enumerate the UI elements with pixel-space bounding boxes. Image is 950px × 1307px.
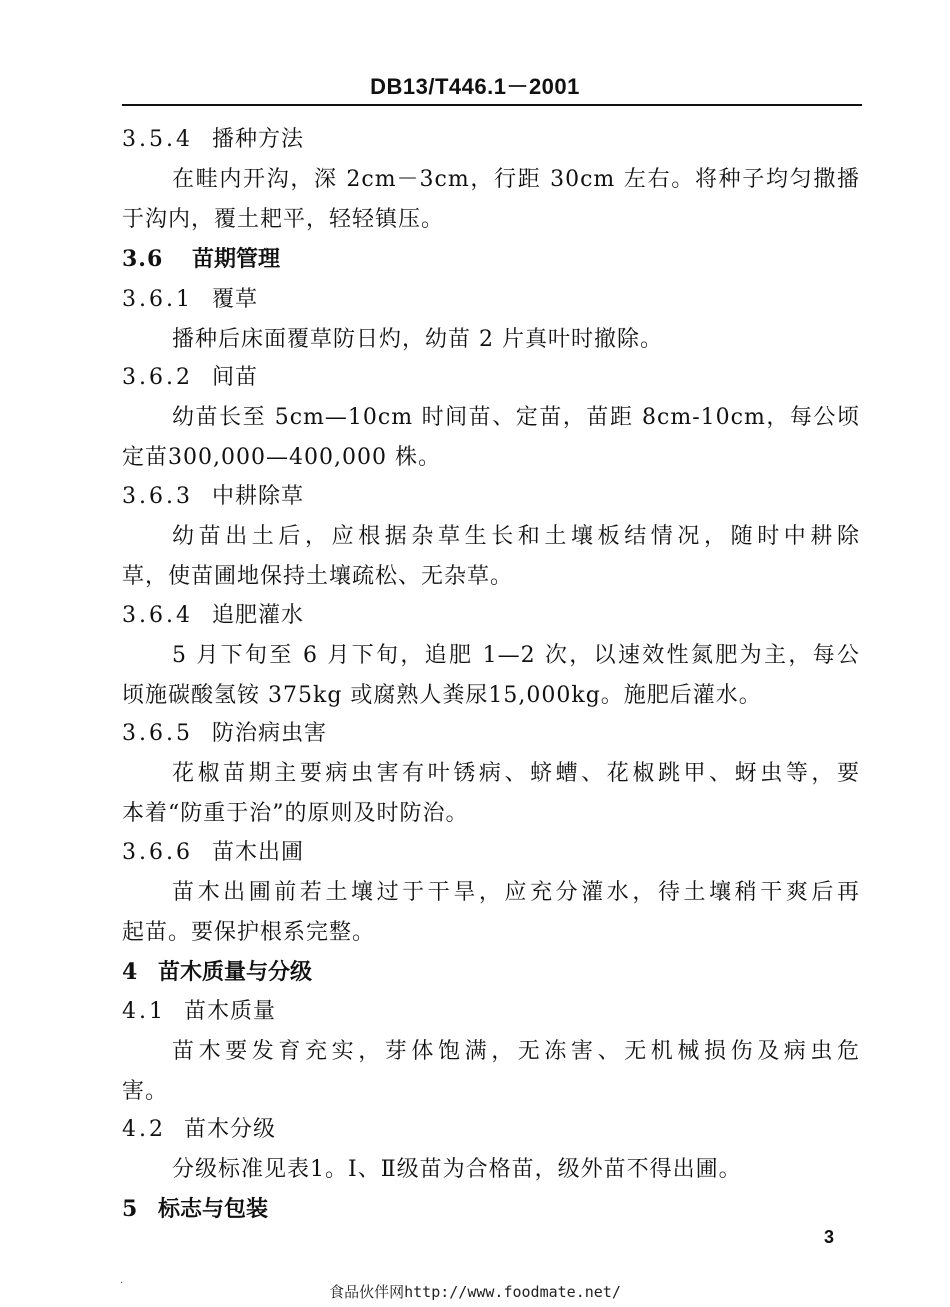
section-number: 3.6.3 bbox=[122, 484, 193, 509]
section-title: 覆草 bbox=[212, 287, 259, 312]
section-number: 5 bbox=[122, 1196, 138, 1222]
section-title: 苗木质量 bbox=[184, 999, 277, 1024]
section-number: 3.5.4 bbox=[122, 127, 193, 152]
heading-3-6 bbox=[122, 244, 280, 274]
section-title: 播种方法 bbox=[212, 127, 305, 152]
paragraph-line: 定苗300,000—400,000 株。 bbox=[122, 445, 441, 470]
section-number: 3.6.4 bbox=[122, 603, 193, 628]
section-title: 追肥灌水 bbox=[212, 603, 305, 628]
heading-3-6-5 bbox=[122, 719, 327, 749]
scan-mark: · bbox=[120, 1278, 124, 1289]
section-number: 3.6.5 bbox=[122, 721, 193, 746]
heading-4-1 bbox=[122, 997, 276, 1027]
paragraph-line: 分级标准见表1。Ⅰ、Ⅱ级苗为合格苗，级外苗不得出圃。 bbox=[172, 1157, 742, 1182]
section-number: 4 bbox=[122, 959, 138, 985]
heading-3-6-4 bbox=[122, 601, 304, 631]
paragraph-line: 于沟内，覆土耙平，轻轻镇压。 bbox=[122, 207, 445, 232]
section-title: 苗木质量与分级 bbox=[158, 959, 313, 985]
paragraph-line: 播种后床面覆草防日灼，幼苗 2 片真叶时撤除。 bbox=[172, 327, 663, 352]
header-rule bbox=[122, 104, 862, 106]
section-title: 苗木分级 bbox=[184, 1117, 277, 1142]
heading-4 bbox=[122, 957, 312, 987]
footer-watermark-link[interactable]: 食品伙伴网http://www.foodmate.net/ bbox=[329, 1283, 621, 1301]
paragraph-line: 苗木出圃前若土壤过于干旱，应充分灌水，待土壤稍干爽后再 bbox=[172, 880, 860, 905]
paragraph-line: 在畦内开沟，深 2cm－3cm，行距 30cm 左右。将种子均匀撒播 bbox=[172, 167, 860, 192]
heading-3-6-6 bbox=[122, 838, 304, 868]
section-title: 苗木出圃 bbox=[212, 840, 305, 865]
section-number: 3.6.2 bbox=[122, 365, 193, 390]
paragraph-line: 花椒苗期主要病虫害有叶锈病、蛴螬、花椒跳甲、蚜虫等，要 bbox=[172, 761, 860, 786]
document-code-header: DB13/T446.1－2001 bbox=[370, 74, 580, 99]
paragraph-line: 草，使苗圃地保持土壤疏松、无杂草。 bbox=[122, 564, 514, 589]
paragraph-line: 幼苗长至 5cm—10cm 时间苗、定苗，苗距 8cm-10cm，每公顷 bbox=[172, 405, 860, 430]
paragraph-line: 幼苗出土后，应根据杂草生长和土壤板结情况，随时中耕除 bbox=[172, 524, 860, 549]
heading-3-6-1 bbox=[122, 285, 258, 315]
section-number: 3.6 bbox=[122, 246, 164, 272]
section-number: 3.6.1 bbox=[122, 287, 193, 312]
section-title: 中耕除草 bbox=[212, 484, 305, 509]
section-title: 苗期管理 bbox=[192, 246, 281, 272]
heading-4-2 bbox=[122, 1115, 276, 1145]
section-title: 间苗 bbox=[212, 365, 259, 390]
heading-3-6-2 bbox=[122, 363, 258, 393]
paragraph-line: 5 月下旬至 6 月下旬，追肥 1—2 次，以速效性氮肥为主，每公 bbox=[172, 643, 860, 668]
page-number: 3 bbox=[824, 1227, 835, 1247]
heading-3-6-3 bbox=[122, 482, 304, 512]
section-title: 标志与包装 bbox=[158, 1196, 269, 1222]
paragraph-line: 本着“防重于治”的原则及时防治。 bbox=[122, 801, 469, 826]
heading-3-5-4 bbox=[122, 125, 304, 155]
paragraph-line: 苗木要发育充实，芽体饱满，无冻害、无机械损伤及病虫危 bbox=[172, 1039, 860, 1064]
section-number: 4.1 bbox=[122, 999, 166, 1024]
paragraph-line: 顷施碳酸氢铵 375kg 或腐熟人粪尿15,000kg。施肥后灌水。 bbox=[122, 683, 762, 708]
paragraph-line: 起苗。要保护根系完整。 bbox=[122, 920, 376, 945]
section-number: 4.2 bbox=[122, 1117, 166, 1142]
paragraph-line: 害。 bbox=[122, 1079, 169, 1104]
section-title: 防治病虫害 bbox=[212, 721, 328, 746]
heading-5 bbox=[122, 1194, 268, 1224]
section-number: 3.6.6 bbox=[122, 840, 193, 865]
